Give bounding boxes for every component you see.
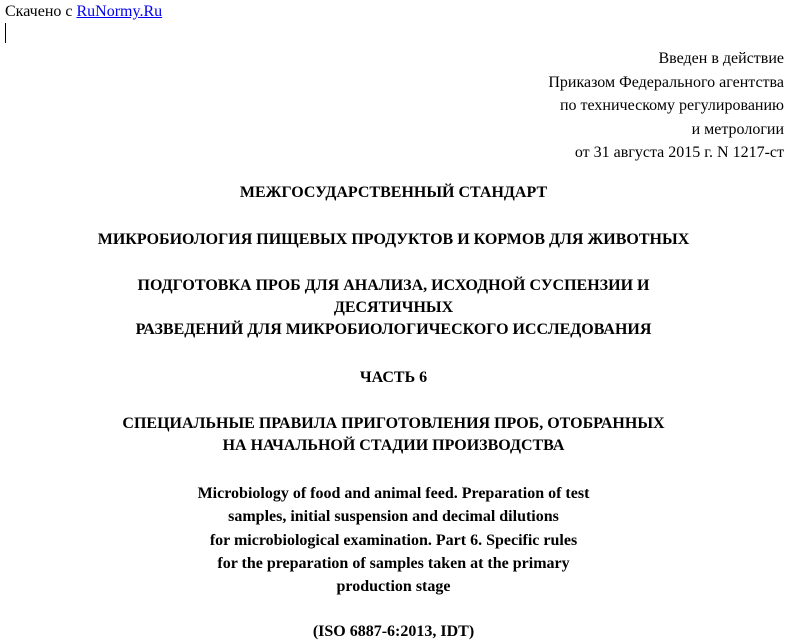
english-title-line: for the preparation of samples taken at the primary — [217, 554, 570, 572]
preparation-line: ПОДГОТОВКА ПРОБ ДЛЯ АНАЛИЗА, ИСХОДНОЙ СУСПЕНЗИИ И — [137, 277, 650, 294]
special-rules-line: СПЕЦИАЛЬНЫЕ ПРАВИЛА ПРИГОТОВЛЕНИЯ ПРОБ, ОТОБРАННЫХ — [122, 415, 665, 432]
part-text: ЧАСТЬ 6 — [359, 369, 428, 386]
special-rules-line: НА НАЧАЛЬНОЙ СТАДИИ ПРОИЗВОДСТВА — [222, 437, 565, 454]
english-title-line: samples, initial suspension and decimal dilutions — [228, 508, 559, 526]
text-cursor — [5, 23, 6, 43]
preparation-line: ДЕСЯТИЧНЫХ — [333, 299, 454, 316]
standard-type-text: МЕЖГОСУДАРСТВЕННЫЙ СТАНДАРТ — [239, 184, 548, 201]
runormy-link[interactable]: RuNormy.Ru — [76, 3, 163, 20]
enactment-line: и метрологии — [691, 120, 784, 138]
standard-type-heading — [0, 182, 787, 204]
iso-reference — [0, 621, 787, 643]
english-title-line: production stage — [336, 578, 451, 596]
source-line — [5, 2, 162, 21]
preparation-line: РАЗВЕДЕНИЙ ДЛЯ МИКРОБИОЛОГИЧЕСКОГО ИССЛЕДОВАНИЯ — [135, 321, 652, 338]
microbiology-text: МИКРОБИОЛОГИЯ ПИЩЕВЫХ ПРОДУКТОВ И КОРМОВ ДЛЯ ЖИВОТНЫХ — [97, 231, 690, 248]
part-heading — [0, 367, 787, 389]
enactment-block — [364, 47, 784, 165]
preparation-heading — [0, 275, 787, 341]
iso-reference-text: (ISO 6887-6:2013, IDT) — [312, 623, 475, 640]
enactment-line: по техническому регулированию — [559, 97, 784, 114]
microbiology-heading — [0, 229, 787, 251]
enactment-line: Приказом Федерального агентства — [548, 73, 784, 91]
special-rules-heading — [0, 413, 787, 457]
source-prefix: Скачено с — [5, 3, 73, 20]
english-title-line: for microbiological examination. Part 6. Specific rules — [209, 531, 578, 549]
english-title — [0, 482, 787, 598]
english-title-line: Microbiology of food and animal feed. Preparation of test — [197, 485, 590, 502]
enactment-line: Введен в действие — [658, 50, 784, 67]
enactment-line: от 31 августа 2015 г. N 1217-ст — [574, 144, 784, 161]
